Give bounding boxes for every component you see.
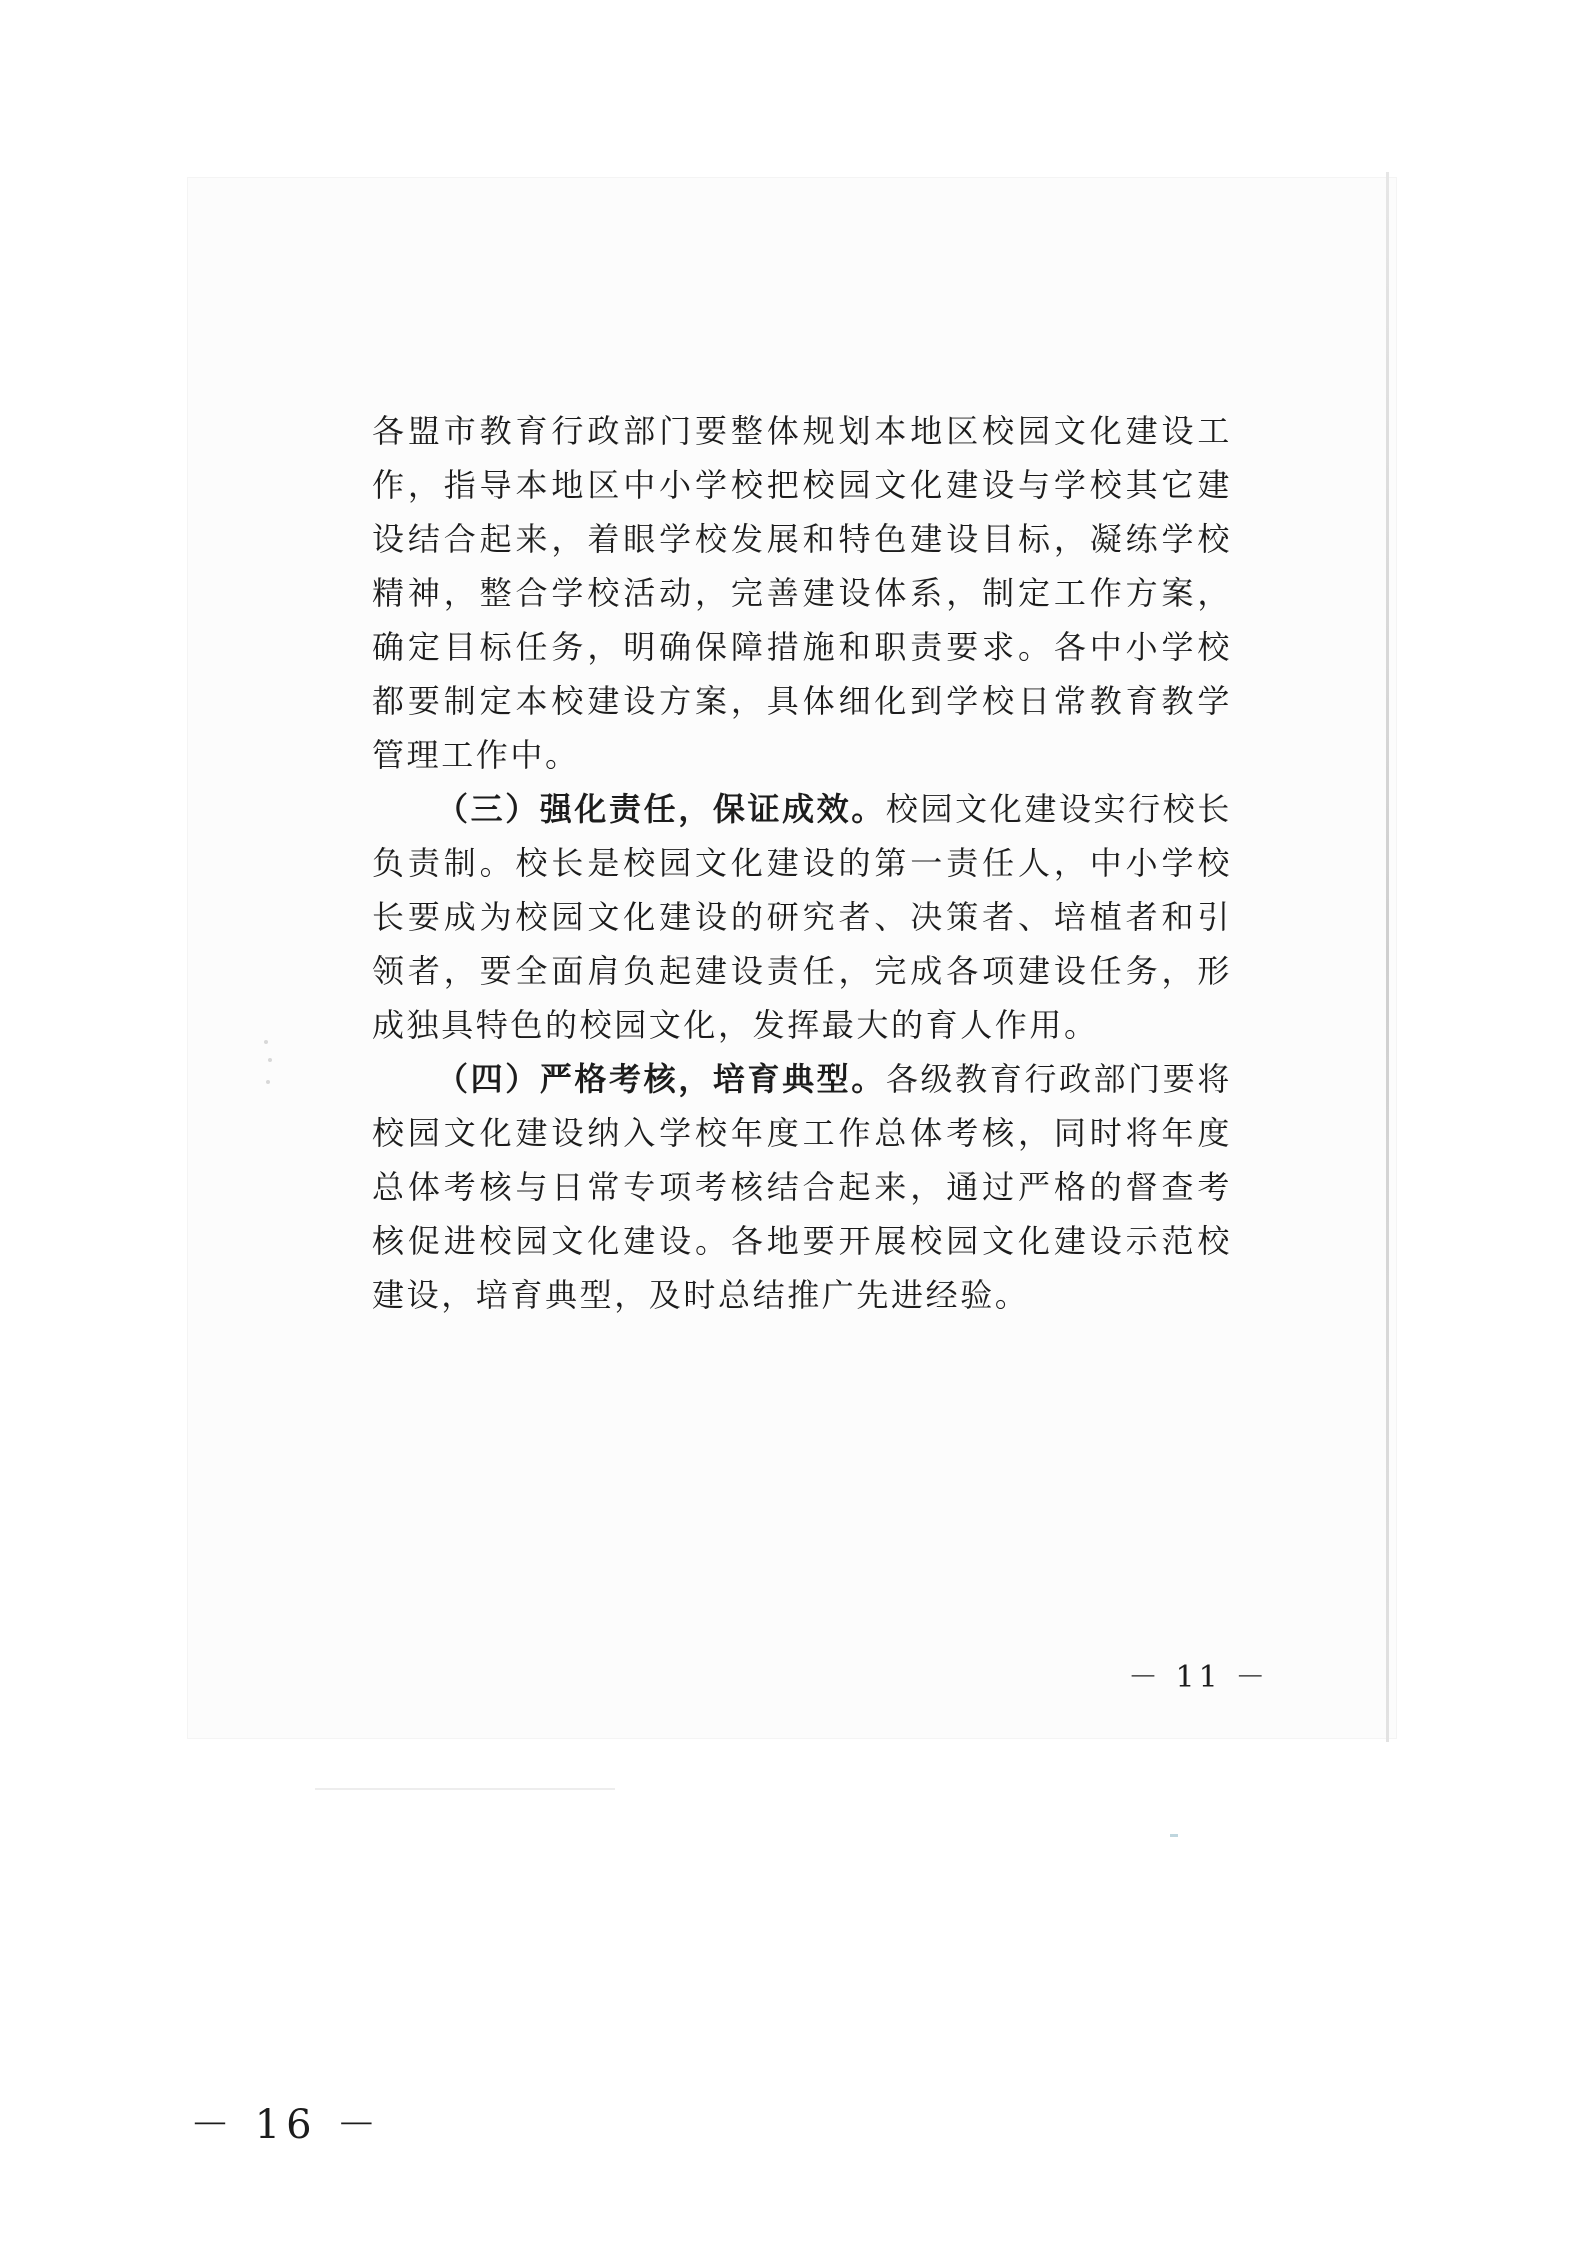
paragraph-text: 校园文化建设实行校长负责制。校长是校园文化建设的第一责任人，中小学校长要成为校园文化建设的研究者、决策者、培植者和引领者，要全面肩负起建设责任，完成各项建设任务，形成独具特色的校园文化，发挥最大的育人作用。	[372, 790, 1232, 1044]
scan-mark	[1170, 1834, 1178, 1837]
paragraph-section-four	[372, 1052, 1232, 1322]
paragraph-continuation	[372, 404, 1232, 782]
section-heading: （三）强化责任，保证成效。	[436, 790, 886, 828]
document-body	[372, 404, 1232, 1322]
scan-specks	[262, 1040, 278, 1090]
paragraph-section-three	[372, 782, 1232, 1052]
inner-page-number: － 11 －	[1128, 1660, 1270, 1695]
paragraph-text: 各盟市教育行政部门要整体规划本地区校园文化建设工作，指导本地区中小学校把校园文化建设与学校其它建设结合起来，着眼学校发展和特色建设目标，凝练学校精神，整合学校活动，完善建设体系，制定工作方案，确定目标任务，明确保障措施和职责要求。各中小学校都要制定本校建设方案，具体细化到学校日常教育教学管理工作中。	[372, 412, 1232, 774]
paragraph-text: 各级教育行政部门要将校园文化建设纳入学校年度工作总体考核，同时将年度总体考核与日常专项考核结合起来，通过严格的督查考核促进校园文化建设。各地要开展校园文化建设示范校建设，培育典型，及时总结推广先进经验。	[372, 1060, 1232, 1314]
section-heading: （四）严格考核，培育典型。	[436, 1060, 886, 1098]
scan-edge-line	[315, 1788, 615, 1790]
scan-edge-shadow	[1386, 172, 1389, 1742]
outer-page-number: － 16 －	[190, 2102, 383, 2148]
